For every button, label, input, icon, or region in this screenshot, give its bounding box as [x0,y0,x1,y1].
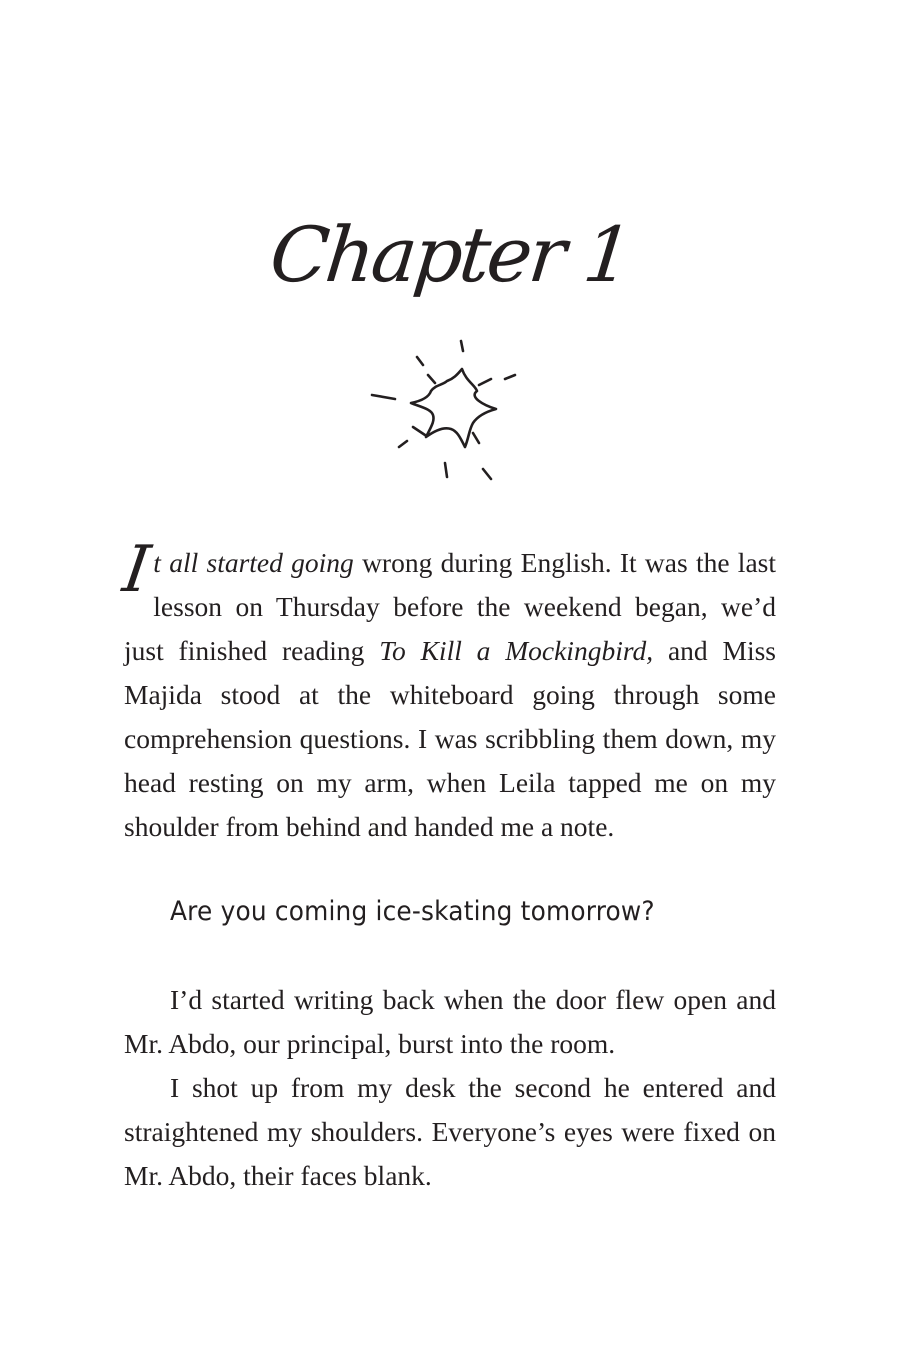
paragraph-3-text: I shot up from my desk the second he entered and straightened my shoulders. Everyone’s eyes were fixed on Mr. Abdo, their faces blank. [124,1072,776,1191]
paragraph-1-text-b: and Miss Majida stood at the whiteboard going through some comprehension questions. I was scribbling them down, my head resting on my arm, when Leila tapped me on my shoulder from behind and handed me a note. [124,635,776,842]
chapter-title: Chapter 1 [266,210,634,299]
paragraph-1 [118,533,776,849]
paragraph-2-text: I’d started writing back when the door flew open and Mr. Abdo, our principal, burst into the room. [124,984,776,1059]
lead-in-text: t all started going [153,547,354,578]
paragraph-3 [124,1066,776,1198]
paragraph-1-text-a: wrong during English. It was the last lesson on Thursday before the weekend began, we’d just finished reading [124,547,776,666]
sunburst-flower-icon [365,333,525,483]
handwritten-note: Are you coming ice-skating tomorrow? [170,896,655,927]
drop-cap: I [118,533,155,607]
book-title: To Kill a Mockingbird, [379,635,654,666]
paragraph-2 [124,978,776,1066]
